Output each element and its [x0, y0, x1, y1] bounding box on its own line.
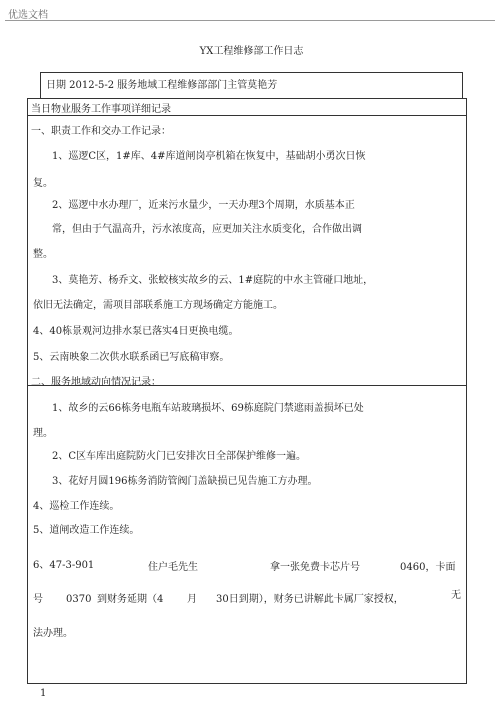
list-item: 5、云南映象二次供水联系函已写底稿审察。: [33, 352, 230, 363]
item6-number: 6、47-3-901: [33, 560, 95, 571]
item6-line2-a: 号: [33, 594, 43, 605]
section-title: 当日物业服务工作事项详细记录: [31, 104, 171, 115]
item6-cardno: 0460，卡面: [400, 562, 456, 573]
list-item: 常，但由于气温高升，污水浓度高，应更加关注水质变化，合作做出调: [52, 224, 362, 235]
item6-line2-e: 30日到期），财务已讲解此卡属厂家授权，: [216, 594, 404, 605]
list-item: 3、莫艳芳、杨乔文、张蛟核实故乡的云、1#庭院的中水主管碰口地址，: [52, 275, 374, 286]
item6-card: 拿一张免费卡芯片号: [270, 562, 360, 573]
list-item: 3、花好月圆196栋务消防管阀门盖缺损已见告施工方办理。: [52, 476, 318, 487]
info-row-text: 日期 2012-5-2 服务地域工程维修部部门主管莫艳芳: [46, 80, 278, 91]
list-item: 整。: [33, 249, 53, 260]
list-item: 2、C区车库出庭院防火门已安排次日全部保护维修一遍。: [52, 451, 307, 462]
page-number: 1: [40, 688, 47, 699]
list-item: 理。: [33, 428, 53, 439]
item6-line2-b: 0370: [66, 594, 92, 605]
list-item: 复。: [33, 178, 53, 189]
section1-heading: 一、职责工作和交办工作记录：: [31, 126, 171, 137]
item6-line2-d: 月: [187, 594, 197, 605]
list-item: 4、巡检工作连续。: [33, 501, 120, 512]
list-item: 依旧无法确定，需项目部联系施工方现场确定方能施工。: [33, 300, 283, 311]
list-item: 1、巡逻C区，1#库、4#库道闸岗亭机箱在恢复中，基础胡小勇次日恢: [52, 151, 366, 162]
document-title: YX工程维修部工作日志: [199, 46, 304, 57]
item6-line3: 法办理。: [33, 628, 73, 639]
item6-line2-c: 到财务延期（4: [97, 594, 164, 605]
header-divider: [5, 20, 495, 21]
list-item: 1、故乡的云66栋务电瓶车站玻璃损坏、69栋庭院门禁遮雨盖损坏已处: [52, 403, 364, 414]
item6-line2-f: 无: [451, 590, 461, 601]
list-item: 5、道闸改造工作连续。: [33, 525, 140, 536]
list-item: 2、巡逻中水办理厂，近来污水量少，一天办理3个周期，水质基本正: [52, 200, 355, 211]
list-item: 4、40栋景观河边排水泵已落实4日更换电缆。: [33, 326, 239, 337]
item6-tenant: 住户毛先生: [148, 562, 198, 573]
section2-heading: 二、服务地域动向情况记录：: [31, 377, 161, 388]
header-label: 优选文档: [8, 10, 48, 21]
